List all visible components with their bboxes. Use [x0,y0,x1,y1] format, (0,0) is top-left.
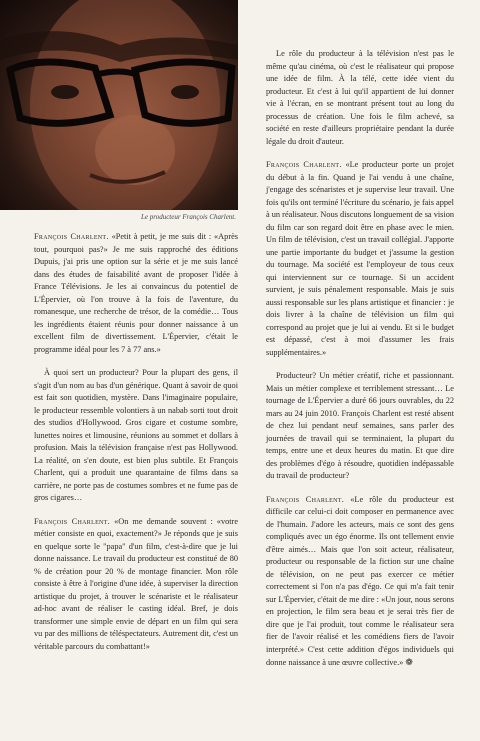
speaker-name: François Charlent. [34,516,111,526]
left-paragraph-3 [34,516,238,654]
speaker-name: François Charlent. [266,494,345,504]
right-paragraph-1: Le rôle du producteur à la télévision n'est pas le même qu'au cinéma, où c'est le réalisateur qui propose une idée de film. À la télé, cette idée vient du producteur. Et c'est à lui qu'il appartient de lui donner vie à l'écran, en se montrant présent tout au long du processus de création. Une fois le film achevé, sa société en reste d'ailleurs propriétaire pendant la durée légale du droit d'auteur. [266,49,454,146]
quote-text: «On me demande souvent : «votre métier consiste en quoi, exactement?» Je réponds que je suis en quelque sorte le "papa" d'un film, c'est-à-dire que je lui donne naissance. Le travail du producteur est constitué de 80 % de création pour 20 % de montage financier. Mon rôle consiste à être à l'origine d'une idée, à superviser la direction artistique du projet, à trouver le scénariste et le réalisateur ad-hoc avant de réaliser le casting idéal. Bref, je dois transformer une simple envie de départ en un film qui sera vu par des millions de téléspectateurs. Autrement dit, c'est un véritable parcours du combattant!» [34,516,238,651]
speaker-name: François Charlent. [266,160,342,169]
right-column [266,48,454,681]
right-paragraph-3: Producteur? Un métier créatif, riche et passionnant. Mais un métier complexe et terriblement stressant… Le tournage de L'Épervier a duré 66 jours ouvrables, du 22 mars au 24 juin 2010. François Charlent est resté absent de chez lui pendant neuf semaines, sans parler des journées de travail qui se terminaient, la plupart du temps, entre une et deux heures du matin. Et que dire des problèmes d'égo à résoudre, quotidien indépassable du travail de producteur? [266,371,454,480]
right-paragraph-2 [266,159,454,359]
left-column [34,231,238,664]
speaker-name: François Charlent. [34,232,109,241]
photo-caption: Le producteur François Charlent. [140,213,236,221]
quote-text: «Le producteur porte un projet du début à la fin. Quand je l'ai vendu à une chaîne, j'engage des scénaristes et je supervise leur travail. Une fois qu'ils ont terminé l'écriture du scénario, je fais appel à un réalisateur. Nous discutons longuement de sa vision du film car son regard doit être en phase avec le mien. Un film de télévision, c'est un travail collégial. J'apporte une partie importante du budget et j'assume la gestion du tournage. Ma société est l'employeur de tous ceux qui interviennent sur ce tournage. Si un accident survient, je suis pénalement responsable. Mais je suis aussi responsable sur les plans artistique et financier : je dois livrer à la chaîne de télévision un film qui correspond au projet que je lui ai vendu. Et si le budget est dépassé, c'est à moi d'assumer les frais supplémentaires.» [266,160,455,357]
right-paragraph-4 [266,494,454,670]
quote-text: «Petit à petit, je me suis dit : «Après tout, pourquoi pas?» Je me suis rapproché des éditions Dupuis, j'ai pris une option sur la série et je me suis lancé dans des études de faisabilité avant de proposer l'idée à France Télévisions. Je les ai convaincus du potentiel de L'Épervier, où l'on trouve à la fois de l'aventure, du romanesque, une recherche de trésor, de la comédie… Tous les ingrédients étaient réunis pour donner naissance à un excellent film de divertissement. L'Épervier, c'était le programme idéal pour les 7 à 77 ans.» [34,232,238,354]
left-paragraph-1 [34,231,238,356]
end-ornament-icon: ❁ [405,657,413,667]
quote-text: «Le rôle du producteur est difficile car celui-ci doit composer en permanence avec de l'humain. J'adore les acteurs, mais ce sont des gens compliqués avec un égo énorme. Ils ont tellement envie d'être aimés… Mais que l'on soit acteur, réalisateur, producteur ou responsable de la fiction sur une chaîne de télévision, on ne peut pas exercer ce métier correctement si l'on n'a pas d'égo. Ce qui m'a fait tenir sur L'Épervier, c'était de me dire : «Un jour, nous serons en projection, le film sera beau et je serai très fier de dire que je l'ai produit, tout comme le réalisateur sera fier de l'avoir réalisé et les comédiens fiers de l'avoir interprété.» C'est cette addition d'égos individuels qui donne naissance à une œuvre collective.» [266,494,455,667]
left-paragraph-2: À quoi sert un producteur? Pour la plupart des gens, il s'agit d'un nom au bas d'un générique. Quant à savoir de quoi est fait son quotidien, mystère. Dans l'imaginaire populaire, le producteur ressemble volontiers à un nabab sorti tout droit des studios d'Hollywood. Gros cigare et costume sombre, lunettes noires et limousine, réunions au sommet et dollars à profusion. Mais la télévision française n'est pas Hollywood. La réalité, on s'en doute, est bien plus subtile. Et François Charlent, qui a produit une quarantaine de films dans sa carrière, ne porte pas de costumes sombres et ne fume pas de gros cigares… [34,368,238,502]
portrait-photo [0,0,238,210]
